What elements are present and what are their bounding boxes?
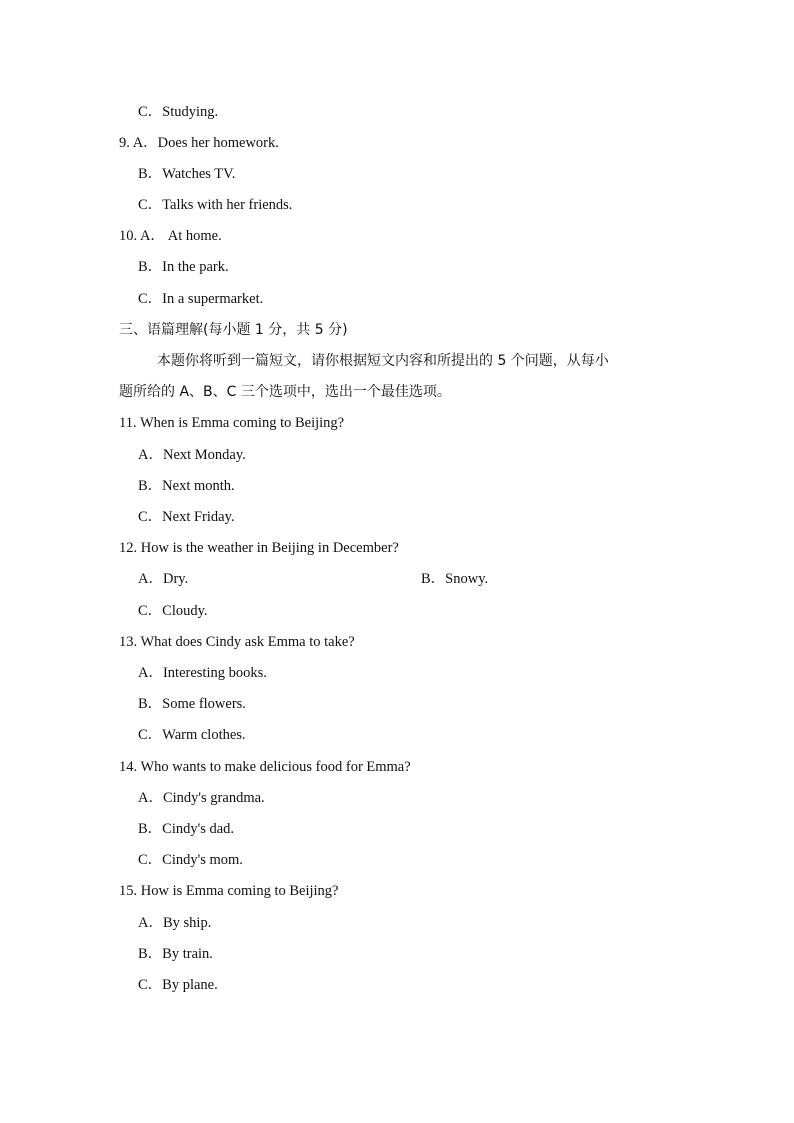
- question-11-option-c: C．Next Friday.: [138, 509, 235, 525]
- question-14-option-c: C．Cindy's mom.: [138, 852, 243, 868]
- question-14-option-b: B．Cindy's dad.: [138, 821, 235, 837]
- question-13-option-a: A．Interesting books.: [138, 665, 267, 681]
- question-12-option-b: B．Snowy.: [421, 571, 489, 587]
- question-15-stem: 15. How is Emma coming to Beijing?: [119, 883, 339, 899]
- question-11-option-b: B．Next month.: [138, 478, 235, 494]
- question-13-option-b: B．Some flowers.: [138, 696, 246, 712]
- option-8c: C．Studying.: [138, 104, 219, 120]
- option-10c: C．In a supermarket.: [138, 291, 264, 307]
- question-15-option-a: A．By ship.: [138, 915, 212, 931]
- option-9c: C．Talks with her friends.: [138, 197, 293, 213]
- question-9-option-a: 9. A．Does her homework.: [119, 135, 279, 151]
- section-instruction-line1: 本题你将听到一篇短文，请你根据短文内容和所提出的 5 个问题，从每小: [157, 353, 609, 369]
- section-instruction-line2: 题所给的 A、B、C 三个选项中，选出一个最佳选项。: [119, 384, 451, 400]
- question-12-option-a: A．Dry.: [138, 571, 189, 587]
- option-10b: B．In the park.: [138, 259, 229, 275]
- question-11-option-a: A．Next Monday.: [138, 447, 246, 463]
- section-heading: 三、语篇理解(每小题 1 分，共 5 分): [119, 322, 348, 338]
- option-9b: B．Watches TV.: [138, 166, 236, 182]
- question-12-stem: 12. How is the weather in Beijing in December?: [119, 540, 399, 556]
- question-14-stem: 14. Who wants to make delicious food for Emma?: [119, 759, 411, 775]
- question-13-stem: 13. What does Cindy ask Emma to take?: [119, 634, 355, 650]
- question-10-option-a: 10. A． At home.: [119, 228, 222, 244]
- question-15-option-b: B．By train.: [138, 946, 213, 962]
- question-14-option-a: A．Cindy's grandma.: [138, 790, 265, 806]
- question-15-option-c: C．By plane.: [138, 977, 218, 993]
- question-11-stem: 11. When is Emma coming to Beijing?: [119, 415, 345, 431]
- question-13-option-c: C．Warm clothes.: [138, 727, 246, 743]
- question-12-option-c: C．Cloudy.: [138, 603, 208, 619]
